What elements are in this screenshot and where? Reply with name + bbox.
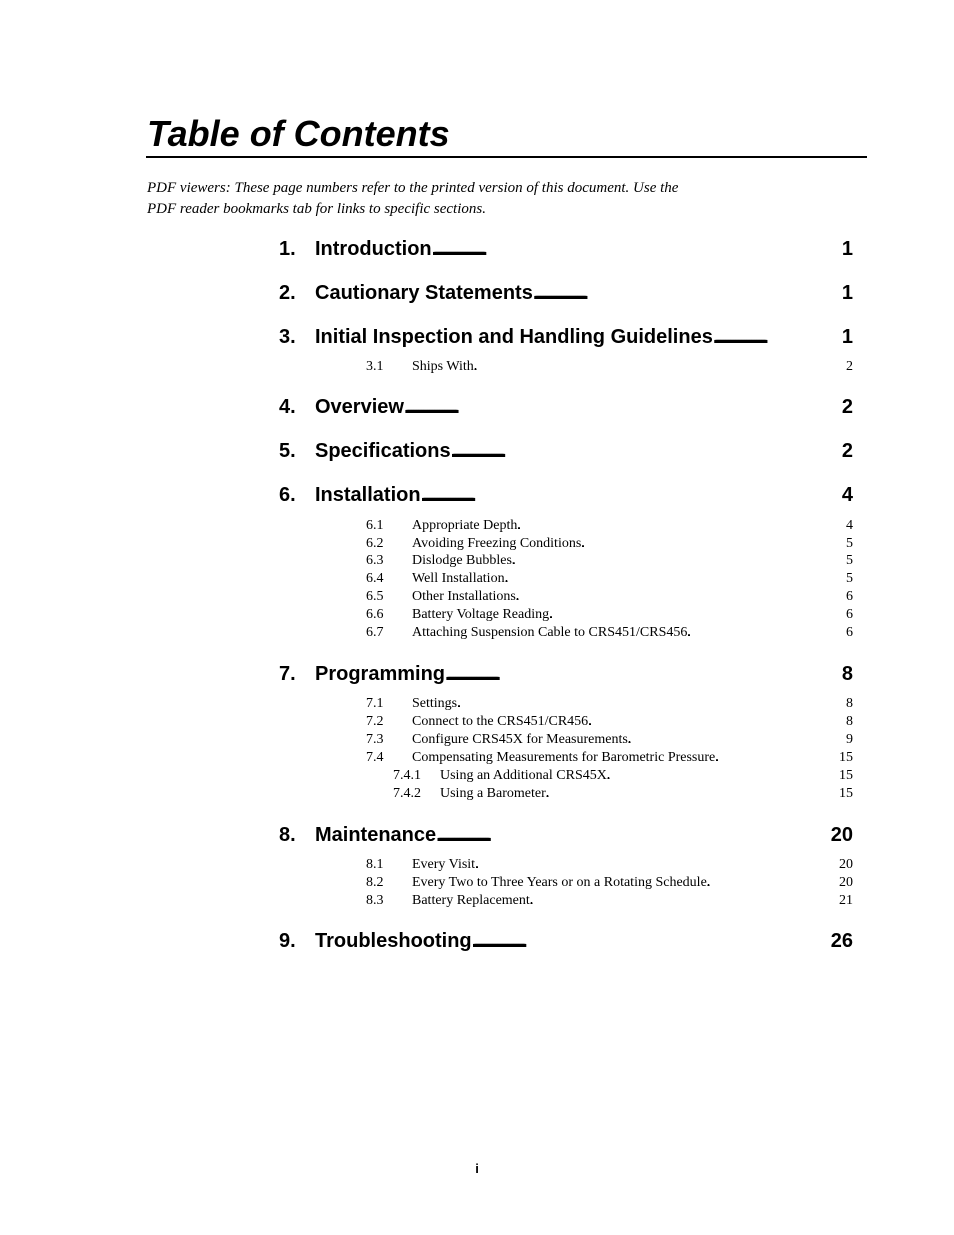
toc-subentry-number: 7.1 (366, 696, 384, 711)
toc-subentry-number: 8.2 (366, 875, 384, 890)
toc-entry-page: 1 (841, 326, 853, 348)
toc-subentry-label: Settings (412, 696, 458, 711)
toc-entry-page: 2 (841, 440, 853, 462)
note-line: PDF viewers: These page numbers refer to the printed version of this document. Use the (147, 180, 679, 196)
dot-leader (445, 661, 842, 687)
dot-leader (607, 767, 839, 785)
toc-subentry-every-visit[interactable] (366, 856, 853, 874)
dot-leader (475, 856, 839, 874)
toc-subentry-battery-voltage[interactable] (366, 606, 853, 624)
toc-subentry-page: 9 (846, 732, 853, 747)
toc-subentry-page: 6 (846, 589, 853, 604)
toc-entry-label: Overview (315, 396, 404, 418)
toc-entry-installation[interactable] (279, 482, 853, 508)
dot-leader (588, 713, 846, 731)
toc-entry-number: 1. (279, 238, 296, 260)
toc-subentry-settings[interactable] (366, 695, 853, 713)
toc-subentry-label: Connect to the CRS451/CR456 (412, 714, 589, 729)
toc-subentry-page: 20 (839, 875, 853, 890)
dot-leader (432, 236, 842, 262)
toc-entry-number: 9. (279, 930, 296, 952)
toc-entry-number: 7. (279, 663, 296, 685)
toc-entry-number: 5. (279, 440, 296, 462)
toc-subentry-label: Appropriate Depth (412, 518, 518, 533)
toc-subentry-number: 7.4.2 (393, 786, 421, 801)
toc-subentry-label: Every Visit (412, 857, 476, 872)
toc-entry-label: Introduction (315, 238, 432, 260)
dot-leader (436, 822, 831, 848)
toc-subentry-compensating[interactable] (366, 749, 853, 767)
toc-subentry-appropriate-depth[interactable] (366, 517, 853, 535)
toc-subentry-number: 7.3 (366, 732, 384, 747)
toc-subentry-page: 21 (839, 893, 853, 908)
dot-leader (512, 552, 846, 570)
note-line: PDF reader bookmarks tab for links to specific sections. (147, 200, 486, 217)
dot-leader (505, 570, 846, 588)
toc-subentry-label: Avoiding Freezing Conditions (412, 536, 582, 551)
toc-entry-maintenance[interactable] (279, 822, 853, 848)
toc-subentry-label: Every Two to Three Years or on a Rotating Schedule (412, 875, 707, 890)
toc-subentry-dislodge-bubbles[interactable] (366, 552, 853, 570)
toc-entry-specifications[interactable] (279, 438, 853, 464)
toc-entry-page: 26 (830, 930, 853, 952)
toc-subentry-configure[interactable] (366, 731, 853, 749)
toc-subentry-label: Battery Voltage Reading (412, 607, 550, 622)
toc-entry-cautionary-statements[interactable] (279, 280, 853, 306)
dot-leader (549, 606, 846, 624)
dot-leader (707, 874, 839, 892)
toc-subentry-number: 6.4 (366, 571, 384, 586)
page-number-footer: i (475, 1161, 479, 1176)
toc-entry-page: 8 (841, 663, 853, 685)
toc-entry-page: 4 (841, 484, 853, 506)
dot-leader (472, 928, 831, 954)
toc-subentry-every-two-three-years[interactable] (366, 874, 853, 892)
dot-leader (404, 394, 842, 420)
toc-subentry-page: 8 (846, 696, 853, 711)
toc-subentry-label: Compensating Measurements for Barometric Pressure (412, 750, 716, 765)
toc-entry-number: 6. (279, 484, 296, 506)
toc-subentry-barometer[interactable] (393, 785, 853, 803)
toc-subentry-label: Attaching Suspension Cable to CRS451/CRS456 (412, 625, 688, 640)
toc-subentry-number: 6.1 (366, 518, 384, 533)
toc-entry-label: Specifications (315, 440, 451, 462)
toc-subentry-connect[interactable] (366, 713, 853, 731)
toc-subentry-ships-with[interactable] (366, 358, 853, 376)
dot-leader (546, 785, 839, 803)
toc-subentry-page: 6 (846, 625, 853, 640)
toc-entry-label: Installation (315, 484, 421, 506)
toc-entry-label: Programming (315, 663, 446, 685)
toc-subentry-well-installation[interactable] (366, 570, 853, 588)
toc-entry-page: 1 (841, 282, 853, 304)
toc-subentry-label: Using a Barometer (440, 786, 546, 801)
toc-entry-number: 3. (279, 326, 296, 348)
toc-entry-label: Troubleshooting (315, 930, 472, 952)
toc-subentry-page: 4 (846, 518, 853, 533)
toc-subentry-page: 5 (846, 536, 853, 551)
toc-subentry-number: 6.3 (366, 553, 384, 568)
toc-subentry-other-installations[interactable] (366, 588, 853, 606)
toc-entry-troubleshooting[interactable] (279, 928, 853, 954)
toc-entry-programming[interactable] (279, 661, 853, 687)
dot-leader (715, 749, 839, 767)
toc-subentry-page: 15 (839, 768, 853, 783)
dot-leader (530, 892, 839, 910)
toc-entry-page: 20 (830, 824, 853, 846)
toc-entry-page: 1 (841, 238, 853, 260)
toc-entry-label: Maintenance (315, 824, 437, 846)
toc-subentry-label: Well Installation (412, 571, 505, 586)
toc-entry-introduction[interactable] (279, 236, 853, 262)
toc-subentry-label: Ships With (412, 359, 474, 374)
dot-leader (451, 438, 842, 464)
toc-subentry-number: 3.1 (366, 359, 384, 374)
toc-entry-number: 2. (279, 282, 296, 304)
dot-leader (581, 535, 846, 553)
toc-subentry-avoiding-freezing[interactable] (366, 535, 853, 553)
toc-entry-initial-inspection[interactable] (279, 324, 853, 350)
dot-leader (687, 624, 846, 642)
toc-subentry-additional-crs45x[interactable] (393, 767, 853, 785)
toc-subentry-number: 7.4.1 (393, 768, 421, 783)
toc-subentry-number: 6.5 (366, 589, 384, 604)
toc-subentry-number: 8.3 (366, 893, 384, 908)
toc-entry-number: 8. (279, 824, 296, 846)
toc-subentry-number: 6.2 (366, 536, 384, 551)
dot-leader (516, 588, 846, 606)
dot-leader (713, 324, 842, 350)
dot-leader (474, 358, 846, 376)
toc-subentry-number: 7.2 (366, 714, 384, 729)
toc-subentry-label: Other Installations (412, 589, 516, 604)
toc-entry-overview[interactable] (279, 394, 853, 420)
toc-entry-number: 4. (279, 396, 296, 418)
toc-subentry-number: 8.1 (366, 857, 384, 872)
toc-subentry-label: Configure CRS45X for Measurements (412, 732, 628, 747)
toc-subentry-page: 6 (846, 607, 853, 622)
toc-subentry-page: 5 (846, 571, 853, 586)
toc-subentry-page: 20 (839, 857, 853, 872)
toc-entry-page: 2 (841, 396, 853, 418)
toc-subentry-number: 6.7 (366, 625, 384, 640)
page-title: Table of Contents (147, 113, 450, 154)
dot-leader (533, 280, 842, 306)
toc-subentry-page: 15 (839, 750, 853, 765)
toc-entry-label: Initial Inspection and Handling Guidelines (315, 326, 713, 348)
toc-subentry-number: 7.4 (366, 750, 384, 765)
dot-leader (628, 731, 846, 749)
toc-subentry-number: 6.6 (366, 607, 384, 622)
dot-leader (457, 695, 846, 713)
toc-entry-label: Cautionary Statements (315, 282, 533, 304)
toc-subentry-page: 15 (839, 786, 853, 801)
toc-subentry-suspension-cable[interactable] (366, 624, 853, 642)
toc-subentry-page: 8 (846, 714, 853, 729)
toc-subentry-page: 2 (846, 359, 853, 374)
toc-subentry-label: Battery Replacement (412, 893, 530, 908)
dot-leader (421, 482, 842, 508)
toc-subentry-label: Dislodge Bubbles (412, 553, 512, 568)
dot-leader (517, 517, 846, 535)
toc-subentry-page: 5 (846, 553, 853, 568)
toc-subentry-label: Using an Additional CRS45X (440, 768, 607, 783)
toc-subentry-battery-replacement[interactable] (366, 892, 853, 910)
